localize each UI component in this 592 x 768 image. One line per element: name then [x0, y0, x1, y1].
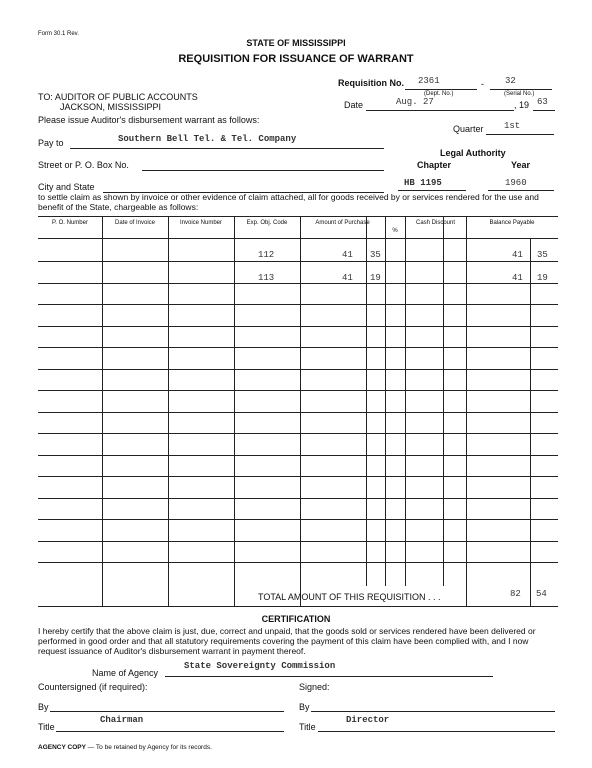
year-value: 1960: [505, 178, 527, 188]
requisition-serial-no: 32: [505, 76, 516, 86]
table-row-line: [38, 498, 558, 499]
row2-code: 113: [258, 273, 275, 283]
row1-balance-dollars: 41: [512, 250, 523, 260]
table-row-line: [38, 562, 558, 563]
settle-text: to settle claim as shown by invoice or other evidence of claim attached, all for goods received by or services rendered for the use and benefit of the State, chargeable as follows:: [38, 192, 539, 212]
table-row-line: [38, 283, 558, 284]
certification-heading: CERTIFICATION: [261, 614, 331, 624]
title-label-left: Title: [38, 722, 55, 732]
quarter-value: 1st: [504, 121, 521, 131]
agency-label: Name of Agency: [92, 668, 159, 678]
table-row-line: [38, 326, 558, 327]
chapter-label: Chapter: [417, 160, 452, 170]
col-header-po-number: P. O. Number: [52, 220, 88, 226]
col-header-invoice-number: Invoice Number: [179, 220, 223, 226]
row1-amount-dollars: 41: [342, 250, 353, 260]
instruction-text: Please issue Auditor's disbursement warrant as follows:: [38, 115, 260, 125]
total-dollars: 82: [510, 589, 521, 599]
year-label: Year: [511, 160, 531, 170]
by-label-right: By: [299, 702, 310, 712]
row2-amount-cents: 19: [370, 273, 381, 283]
col-header-percent: %: [392, 228, 398, 234]
form-id: Form 30.1 Rev.: [38, 31, 79, 37]
footer-note: [38, 744, 212, 751]
total-label: TOTAL AMOUNT OF THIS REQUISITION . . .: [258, 592, 441, 602]
footer-bold: AGENCY COPY: [38, 744, 86, 751]
date-label: Date: [344, 100, 364, 110]
col-header-exp-obj-code: Exp. Obj. Code: [246, 220, 288, 226]
table-row-line: [38, 369, 558, 370]
table-row-line: [38, 519, 558, 520]
requisition-dash: -: [481, 79, 484, 89]
row1-code: 112: [258, 250, 275, 260]
state-heading: STATE OF MISSISSIPPI: [246, 38, 346, 48]
left-title-value: Chairman: [100, 715, 144, 725]
table-row-line: [38, 390, 558, 391]
serial-no-caption: (Serial No.): [504, 91, 535, 97]
row1-amount-cents: 35: [370, 250, 381, 260]
row1-balance-cents: 35: [537, 250, 548, 260]
dept-no-caption: (Dept. No.): [424, 91, 454, 97]
col-header-balance-payable: Balance Payable: [489, 220, 535, 226]
table-row-line: [38, 541, 558, 542]
addressee-line2: JACKSON, MISSISSIPPI: [60, 102, 162, 112]
title-label-right: Title: [299, 722, 316, 732]
pay-to-label: Pay to: [38, 138, 64, 148]
col-header-cash-discount: Cash Discount: [415, 220, 456, 226]
city-label: City and State: [38, 182, 95, 192]
chapter-value: HB 1195: [404, 178, 442, 188]
addressee-line1: TO: AUDITOR OF PUBLIC ACCOUNTS: [38, 92, 198, 102]
requisition-dept-no: 2361: [418, 76, 440, 86]
date-year: 63: [537, 97, 548, 107]
row2-balance-dollars: 41: [512, 273, 523, 283]
col-header-amount-of-purchase: Amount of Purchase: [315, 220, 370, 226]
table-row-line: [38, 433, 558, 434]
table-row-line: [38, 304, 558, 305]
table-row-line: [38, 261, 558, 262]
footer-rest: — To be retained by Agency for its records.: [85, 744, 212, 751]
by-label-left: By: [38, 702, 49, 712]
table-row-line: [38, 476, 558, 477]
table-row-line: [38, 412, 558, 413]
signed-label: Signed:: [299, 682, 330, 692]
requisition-label: Requisition No.: [338, 78, 404, 88]
col-header-date-of-invoice: Date of Invoice: [114, 220, 156, 226]
row2-amount-dollars: 41: [342, 273, 353, 283]
legal-authority-heading: Legal Authority: [440, 148, 506, 158]
form-title: REQUISITION FOR ISSUANCE OF WARRANT: [178, 53, 414, 65]
right-title-value: Director: [346, 715, 390, 725]
agency-value: State Sovereignty Commission: [184, 661, 336, 671]
date-year-prefix: , 19: [514, 100, 530, 110]
date-value: Aug. 27: [396, 97, 434, 107]
pay-to-value: Southern Bell Tel. & Tel. Company: [118, 134, 297, 144]
street-label: Street or P. O. Box No.: [38, 160, 129, 170]
quarter-label: Quarter: [453, 124, 484, 134]
total-cents: 54: [536, 589, 547, 599]
row2-balance-cents: 19: [537, 273, 548, 283]
table-row-line: [38, 347, 558, 348]
countersigned-label: Countersigned (if required):: [38, 682, 148, 692]
table-row-line: [38, 455, 558, 456]
certification-text: I hereby certify that the above claim is just, due, correct and unpaid, that the goods sold or services rendered have been delivered or performed in good order and that all statutory requirements covering the payment of this claim have been complied with, and I now request issuance of Auditor's disbursement warrant in payment thereof.: [38, 626, 536, 656]
